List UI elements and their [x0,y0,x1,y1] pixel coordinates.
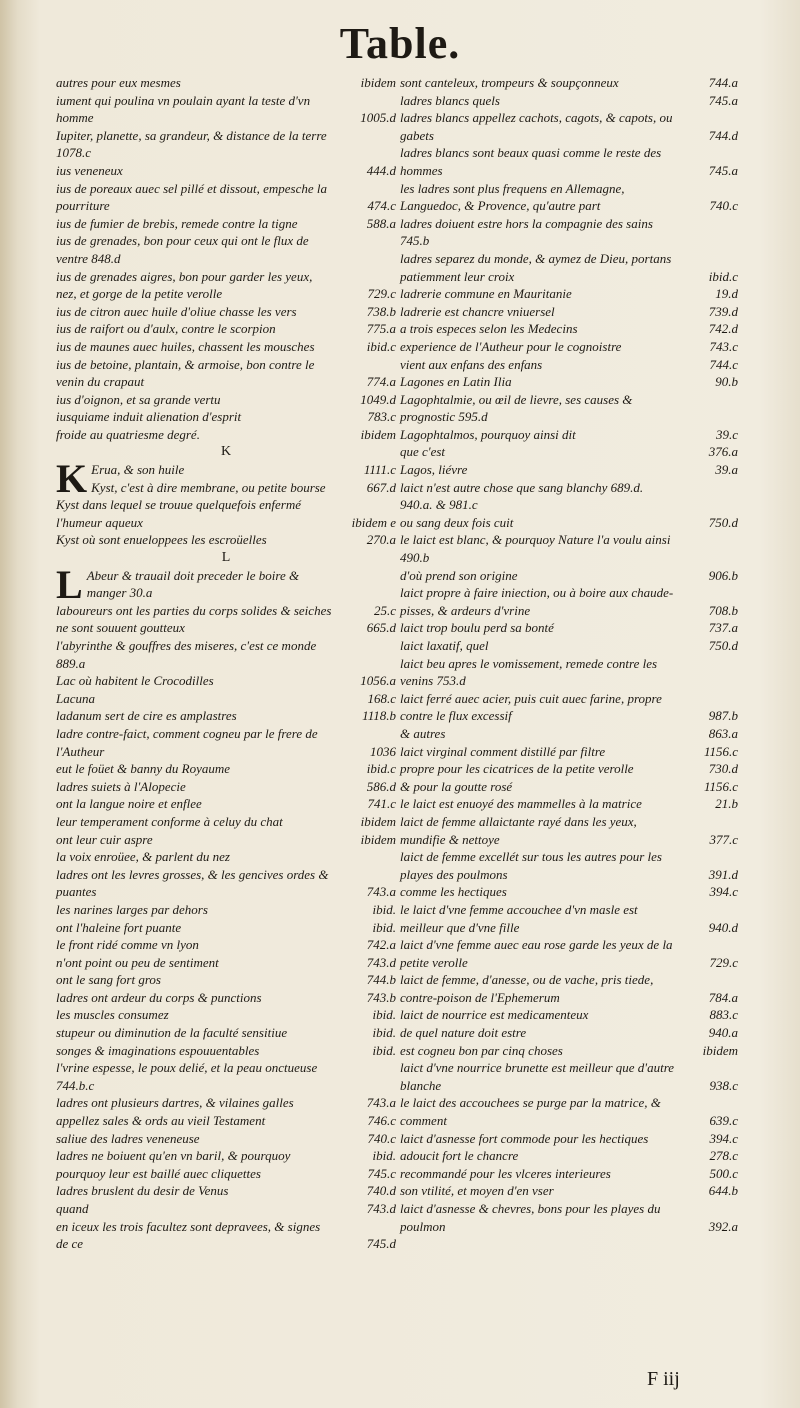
index-entry [400,795,738,813]
index-entry [400,883,738,901]
entry-reference: ibid. [372,1007,396,1023]
index-entry [400,901,738,936]
entry-text: ladrerie est chancre vniuersel [400,303,555,319]
entry-text: ius d'oignon, et sa grande vertu [56,391,221,407]
entry-reference: 1005.d [360,110,396,126]
entry-text: son vtilité, et moyen d'en vser [400,1183,554,1199]
index-entry [400,619,738,637]
index-entry [400,285,738,303]
entry-reference: 730.d [708,761,738,777]
entry-text: laict d'vne nourrice brunette est meilleur que d'autre blanche [400,1060,675,1093]
entry-reference: ibid. [372,1042,396,1058]
entry-reference: 1156.c [703,743,738,759]
entry-reference: 740.d [366,1183,396,1199]
entry-reference: 729.c [367,286,396,302]
entry-text: ius de grenades, bon pour ceux qui ont le flux de ventre 848.d [56,233,309,266]
entry-text: Lagophtalmie, ou œil de lievre, ses causes & prognostic 595.d [400,391,633,425]
entry-text: eut le foüet & banny du Royaume [56,761,231,777]
entry-reference: 394.c [709,884,738,900]
index-column-left [56,74,396,1253]
index-entry [56,338,396,356]
entry-text: ladanum sert de cire es amplastres [56,708,237,724]
entry-reference: 391.d [708,866,738,882]
entry-text: comme les hectiques [400,884,507,900]
entry-reference: ibid.c [366,338,396,354]
entry-text: la voix enroüee, & parlent du nez [56,849,230,865]
index-entry [400,250,738,285]
entry-text: ladres bruslent du desir de Venus [56,1183,229,1199]
entry-text: stupeur ou diminution de la faculté sensitiue [56,1025,288,1041]
entry-text: de quel nature doit estre [400,1025,527,1041]
entry-reference: 745.a [708,162,738,178]
entry-text: laict de nourrice est medicamenteux [400,1007,589,1023]
index-entry [56,1147,396,1165]
entry-reference: 742.a [366,937,396,953]
entry-text: en iceux les trois facultez sont depravees, & signes de ce [56,1218,321,1252]
entry-reference: 1111.c [363,462,396,478]
entry-text: le laict d'vne femme accouchee d'vn masle est meilleur que d'vne fille [400,901,638,935]
index-entry [400,144,738,179]
index-entry [400,1094,738,1129]
index-entry [400,637,738,655]
entry-reference: 474.c [367,198,396,214]
entry-text: les narines larges par dehors [56,901,208,917]
entry-text: experience de l'Autheur pour le cognoistre [400,338,622,354]
index-entry [400,479,738,514]
entry-text: laict de femme, d'anesse, ou de vache, pris tiede, contre-poison de l'Ephemerum [400,972,654,1005]
entry-text: iusquiame induit alienation d'esprit [56,409,242,425]
signature-mark: F iij [647,1368,680,1390]
entry-text: pourquoy leur est baillé auec cliquettes [56,1165,261,1181]
entry-text: Iupiter, planette, sa grandeur, & distance de la terre 1078.c [56,127,327,161]
entry-reference: 738.b [366,303,396,319]
index-entry [400,584,738,619]
entry-reference: 743.d [366,1201,396,1216]
entry-text: songes & imaginations espouuentables [56,1042,260,1058]
index-entry [400,567,738,585]
index-entry [400,356,738,374]
index-entry [400,1165,738,1183]
entry-text: ont le sang fort gros [56,972,161,988]
index-entry [56,232,396,267]
index-entry [400,373,738,391]
index-entry [400,74,738,92]
index-entry [56,637,396,672]
index-entry [56,531,396,549]
entry-text: Erua, & son huile [91,462,185,478]
index-entry [400,180,738,215]
index-entry [400,813,738,848]
entry-text: ont leur cuir aspre [56,831,153,847]
entry-reference: 745.c [367,1165,396,1181]
index-entry [56,1165,396,1183]
entry-text: laict d'asnesse & chevres, bons pour les playes du poulmon [400,1201,661,1234]
index-entry [56,901,396,919]
entry-text: froide au quatriesme degré. [56,426,200,442]
entry-reference: 392.a [708,1218,738,1234]
entry-reference: ibidem [360,75,396,90]
entry-text: Kyst dans lequel se trouue quelquefois enfermé l'humeur aqueux [56,497,302,530]
entry-reference: 742.d [708,321,738,337]
entry-text: leur temperament conforme à celuy du chat [56,813,283,829]
index-entry [56,1042,396,1060]
entry-reference: 21.b [715,796,738,812]
entry-reference: 744.a [708,75,738,90]
section-letter: L [221,550,231,566]
entry-reference: 743.a [366,884,396,900]
entry-text: laict de femme excellét sur tous les autres pour les playes des poulmons [400,849,662,882]
index-column-right [400,74,738,1235]
entry-reference: 586.d [366,778,396,794]
entry-text: les ladres sont plus frequens en Allemagne, Languedoc, & Provence, qu'autre part [400,180,625,214]
entry-reference: 740.c [709,198,738,214]
index-entry [56,760,396,778]
entry-text: ius de grenades aigres, bon pour garder les yeux, nez, et gorge de la petite verolle [56,268,313,302]
entry-reference: 741.c [367,796,396,812]
entry-text: vient aux enfans des enfans [400,356,543,372]
index-entry [56,92,396,127]
entry-text: est cogneu bon par cinq choses [400,1042,563,1058]
entry-text: ladres blancs sont beaux quasi comme le reste des hommes [400,145,662,178]
entry-text: Abeur & trauail doit preceder le boire & manger 30.a [86,567,300,601]
index-entry [56,1112,396,1130]
entry-reference: 278.c [709,1148,738,1164]
entry-text: Kyst, c'est à dire membrane, ou petite bourse [91,479,326,495]
index-entry [56,989,396,1007]
index-entry [400,1200,738,1235]
entry-text: ius de citron auec huile d'oliue chasse les vers [56,303,297,319]
entry-text: ou sang deux fois cuit [400,514,514,530]
entry-text: laict propre à faire iniection, ou à boire aux chaude-pisses, & ardeurs d'vrine [400,585,674,618]
index-entry [56,1024,396,1042]
entry-reference: ibid. [372,1025,396,1041]
entry-reference: 744.b [366,972,396,988]
index-entry [400,971,738,1006]
index-entry [56,602,396,620]
index-entry [400,320,738,338]
index-entry [56,919,396,937]
entry-text: quand [56,1201,89,1216]
entry-reference: ibid. [372,901,396,917]
entry-text: iument qui poulina vn poulain ayant la teste d'vn homme [56,92,311,126]
index-entry [56,1182,396,1200]
entry-text: laict n'est autre chose que sang blanchy 689.d. 940.a. & 981.c [400,479,644,513]
entry-reference: 1118.b [362,708,396,724]
entry-reference: ibid. [372,919,396,935]
entry-reference: 1049.d [360,391,396,407]
entry-text: l'vrine espesse, le poux delié, et la peau onctueuse 744.b.c [56,1060,318,1093]
entry-reference: ibidem [360,831,396,847]
entry-text: n'ont point ou peu de sentiment [56,954,219,970]
index-entry [56,162,396,180]
index-entry [56,813,396,831]
index-entry [56,848,396,866]
index-entry [56,831,396,849]
index-entry [56,778,396,796]
index-entry [400,338,738,356]
index-entry [56,971,396,989]
entry-text: le laict des accouchees se purge par la matrice, & comment [400,1095,661,1129]
index-entry [56,1200,396,1218]
entry-text: ladrerie commune en Mauritanie [400,286,572,302]
index-entry [56,561,396,607]
index-entry [400,1182,738,1200]
entry-reference: 665.d [366,620,396,636]
entry-reference: 1056.a [360,673,396,689]
entry-text: ladres separez du monde, & aymez de Dieu, portans patiemment leur croix [400,250,672,284]
index-entry [56,795,396,813]
entry-reference: 19.d [715,286,738,302]
entry-text: Lac où habitent le Crocodilles [56,673,214,689]
index-entry [56,303,396,321]
entry-reference: 168.c [367,690,396,706]
index-entry [56,180,396,215]
index-entry [56,1006,396,1024]
entry-text: Kyst où sont enueloppees les escroüelles [56,532,267,548]
index-entry [56,690,396,708]
page-title: Table. [339,19,461,68]
entry-reference: 667.d [366,479,396,495]
entry-reference: 644.b [708,1183,738,1199]
entry-reference: 863.a [708,725,738,741]
drop-capital: K [56,456,88,502]
entry-reference: ibid. [372,1148,396,1164]
index-entry [400,109,738,144]
entry-text: ladres ont ardeur du corps & punctions [56,989,262,1005]
entry-text: ladres suiets à l'Alopecie [56,778,186,794]
entry-text: ladre contre-faict, comment cogneu par le frere de l'Autheur [56,725,318,759]
entry-text: ius de poreaux auec sel pillé et dissout, empesche la pourriture [56,180,328,214]
index-entry [400,443,738,461]
entry-reference: 39.a [715,462,738,478]
entry-text: ont la langue noire et enflee [56,796,202,812]
index-entry [56,356,396,391]
entry-text: que c'est [400,444,446,460]
entry-reference: 270.a [366,532,396,548]
entry-reference: 940.a [708,1025,738,1041]
entry-reference: 745.d [366,1236,396,1252]
entry-text: l'abyrinthe & gouffres des miseres, c'est ce monde 889.a [56,638,317,671]
entry-text: ius de raifort ou d'aulx, contre le scorpion [56,321,276,337]
entry-text: ius veneneux [56,162,123,178]
entry-reference: 938.c [709,1077,738,1093]
entry-text: ladres blancs quels [400,92,500,108]
entry-text: le front ridé comme vn lyon [56,937,199,953]
index-entry [56,320,396,338]
entry-text: sont canteleux, trompeurs & soupçonneux [400,75,619,90]
index-entry [400,760,738,778]
index-entry [400,936,738,971]
entry-text: laict ferré auec acier, puis cuit auec farine, propre contre le flux excessif [400,690,662,724]
index-entry [400,778,738,796]
index-entry [56,1059,396,1094]
index-entry [56,1218,396,1253]
entry-reference: 743.c [709,338,738,354]
entry-text: & pour la goutte rosé [400,778,513,794]
index-entry [400,1059,738,1094]
index-entry [400,743,738,761]
entry-reference: 90.b [715,374,738,390]
index-entry [56,268,396,303]
index-entry [56,936,396,954]
entry-text: laict trop boulu perd sa bonté [400,620,554,636]
index-entry [56,1094,396,1112]
index-entry [56,74,396,92]
index-entry [400,426,738,444]
entry-reference: 444.d [366,162,396,178]
index-entry [56,479,396,497]
entry-text: propre pour les cicatrices de la petite verolle [400,761,634,777]
index-entry [400,1006,738,1024]
index-entry [400,1130,738,1148]
entry-text: ne sont souuent goutteux [56,620,185,636]
index-entry [400,514,738,532]
entry-text: ladres ont les levres grosses, & les gencives ordes & puantes [56,866,329,900]
index-entry [400,1147,738,1165]
index-entry [400,655,738,690]
entry-reference: 750.d [708,514,738,530]
entry-reference: 750.d [708,638,738,653]
entry-text: ius de maunes auec huiles, chassent les mousches [56,338,315,354]
entry-reference: 940.d [708,919,738,935]
index-entry [400,690,738,725]
entry-text: d'où prend son origine [400,567,518,583]
entry-text: ladres ont plusieurs dartres, & vilaines galles [56,1095,294,1111]
entry-text: ius de betoine, plantain, & armoise, bon contre le venin du crapaut [56,356,315,390]
entry-reference: 746.c [367,1113,396,1129]
index-entry [400,725,738,743]
entry-text: ladres doiuent estre hors la compagnie des sains 745.b [400,215,653,249]
entry-reference: 743.a [366,1095,396,1111]
entry-text: saliue des ladres veneneuse [56,1130,200,1146]
entry-reference: 739.d [708,303,738,319]
index-entry [56,707,396,725]
index-entry [400,848,738,883]
entry-reference: 377.c [709,831,738,847]
index-entry [400,215,738,250]
entry-reference: 743.d [366,954,396,970]
entry-text: ladres ne boiuent qu'en vn baril, & pourquoy [56,1148,291,1164]
index-entry [56,619,396,637]
entry-text: le laict est blanc, & pourquoy Nature l'a voulu ainsi 490.b [400,532,671,566]
index-entry [56,426,396,444]
entry-reference: 708.b [708,602,738,618]
entry-text: a trois especes selon les Medecins [400,321,578,337]
entry-reference: ibid.c [366,761,396,777]
index-entry [56,954,396,972]
entry-reference: 784.a [708,989,738,1005]
entry-text: laict d'asnesse fort commode pour les hectiques [400,1130,649,1146]
entry-text: laict d'vne femme auec eau rose garde les yeux de la petite verolle [400,937,673,970]
index-entry [56,1130,396,1148]
index-entry [56,496,396,531]
entry-reference: ibid.c [708,268,738,284]
entry-reference: 588.a [366,215,396,231]
entry-reference: 987.b [708,708,738,724]
entry-text: appellez sales & ords au vieil Testament [56,1113,266,1129]
index-entry [400,391,738,426]
entry-reference: 1036 [370,743,396,759]
index-entry [56,408,396,426]
entry-text: laboureurs ont les parties du corps solides & seiches [56,602,332,618]
entry-text: ladres blancs appellez cachots, cagots, & capots, ou gabets [400,110,673,143]
entry-text: Lagos, liévre [400,462,468,478]
entry-text: Lagophtalmos, pourquoy ainsi dit [400,426,576,442]
entry-reference: 744.c [709,356,738,372]
index-entry [400,92,738,110]
entry-text: laict beu apres le vomissement, remede contre les venins 753.d [400,655,658,689]
entry-text: laict virginal comment distillé par filtre [400,743,606,759]
index-entry [56,215,396,233]
index-entry [400,1024,738,1042]
entry-reference: 883.c [709,1007,738,1023]
entry-text: les muscles consumez [56,1007,169,1023]
entry-reference: ibidem [702,1042,738,1058]
entry-text: autres pour eux mesmes [56,75,181,90]
entry-reference: 25.c [373,602,396,618]
entry-text: laict de femme allaictante rayé dans les yeux, mundifie & nettoye [400,813,637,847]
entry-text: le laict est enuoyé des mammelles à la matrice [400,796,642,812]
entry-reference: 376.a [708,444,738,460]
entry-text: & autres [400,725,446,741]
index-entry [400,303,738,321]
entry-reference: ibidem [360,426,396,442]
index-entry [56,127,396,162]
entry-reference: 783.c [367,409,396,425]
entry-reference: 743.b [366,989,396,1005]
entry-text: Lagones en Latin Ilia [400,374,512,390]
entry-reference: ibidem [360,813,396,829]
index-entry [400,531,738,566]
entry-text: Lacuna [56,690,95,706]
section-letter: K [220,444,232,460]
entry-reference: 745.a [708,92,738,108]
entry-reference: 775.a [366,321,396,337]
entry-reference: 39.c [715,426,738,442]
index-entry [400,1042,738,1060]
index-entry [56,866,396,901]
entry-reference: 1156.c [703,778,738,794]
entry-reference: ibidem e [351,514,396,530]
entry-text: adoucit fort le chancre [400,1148,519,1164]
entry-reference: 729.c [709,954,738,970]
drop-capital: L [56,561,83,607]
index-entry [56,672,396,690]
entry-text: ont l'haleine fort puante [56,919,182,935]
entry-reference: 740.c [367,1130,396,1146]
entry-text: recommandé pour les vlceres interieures [400,1165,611,1181]
entry-reference: 744.d [708,127,738,143]
entry-reference: 500.c [709,1165,738,1181]
entry-reference: 639.c [709,1113,738,1129]
entry-reference: 906.b [708,567,738,583]
entry-reference: 774.a [366,374,396,390]
index-entry [56,725,396,760]
entry-text: ius de fumier de brebis, remede contre la tigne [56,215,298,231]
entry-reference: 737.a [708,620,738,636]
index-entry [56,391,396,409]
entry-text: laict laxatif, quel [400,638,489,653]
index-entry [400,461,738,479]
entry-reference: 394.c [709,1130,738,1146]
